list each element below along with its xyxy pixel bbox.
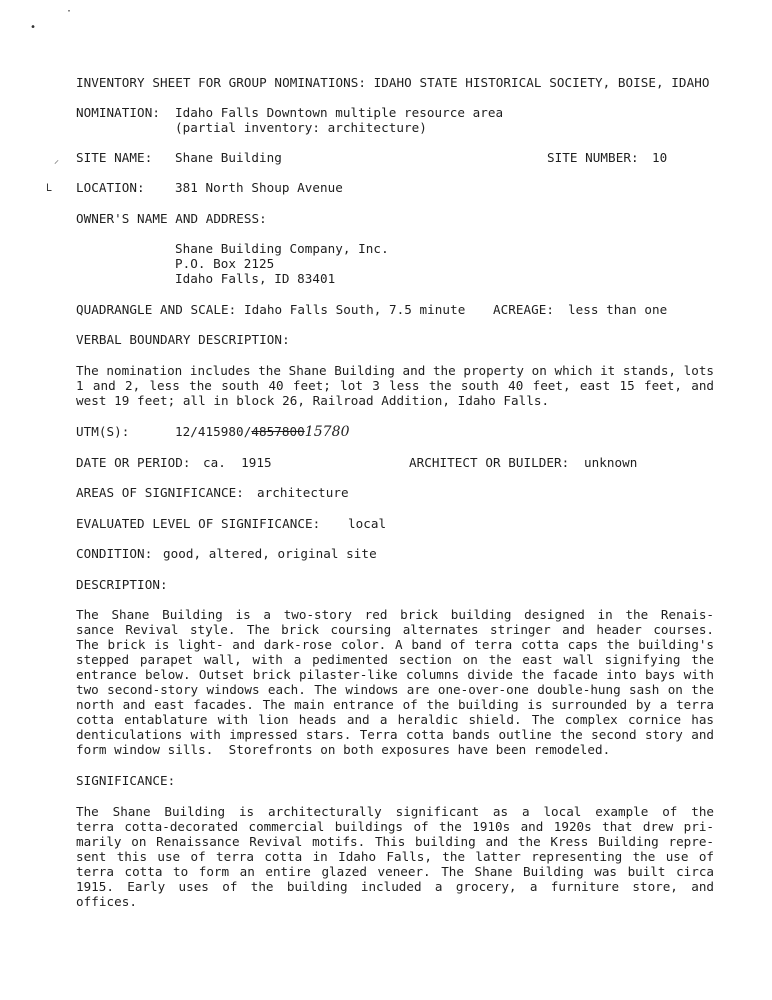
site-name-label: SITE NAME: bbox=[76, 150, 153, 165]
owner-label: OWNER'S NAME AND ADDRESS: bbox=[76, 211, 267, 226]
description-line: entrance below. Outset brick pilaster-like columns divide the facade into bays with bbox=[76, 667, 714, 682]
nomination-line-1: Idaho Falls Downtown multiple resource area bbox=[175, 105, 504, 120]
evaluated-value: local bbox=[348, 516, 387, 531]
boundary-line: 1 and 2, less the south 40 feet; lot 3 less the south 40 feet, east 15 feet, and bbox=[76, 378, 714, 393]
description-line: denticulations with impressed stars. Terra cotta bands outline the second story and bbox=[76, 727, 714, 742]
significance-line: terra cotta to form an entire glazed veneer. The Shane Building was built circa bbox=[76, 864, 714, 879]
significance-line: 1915. Early uses of the building included a grocery, a furniture store, and bbox=[76, 879, 714, 894]
location-label: LOCATION: bbox=[76, 180, 145, 195]
scan-mark: • bbox=[30, 22, 37, 33]
utm-struck: 4857800 bbox=[251, 424, 305, 439]
description-line: stepped parapet wall, with a pedimented section on the east wall signifying the bbox=[76, 652, 714, 667]
boundary-line: The nomination includes the Shane Building and the property on which it stands, lots bbox=[76, 363, 714, 378]
areas-label: AREAS OF SIGNIFICANCE: bbox=[76, 485, 244, 500]
description-line: The brick is light- and dark-rose color. A band of terra cotta caps the building's bbox=[76, 637, 714, 652]
location-value: 381 North Shoup Avenue bbox=[175, 180, 343, 195]
owner-line-3: Idaho Falls, ID 83401 bbox=[175, 271, 336, 286]
significance-line: offices. bbox=[76, 894, 138, 909]
description-line: The Shane Building is a two-story red brick building designed in the Renais- bbox=[76, 607, 714, 622]
site-name-value: Shane Building bbox=[175, 150, 282, 165]
quadrangle-label: QUADRANGLE AND SCALE: bbox=[76, 302, 237, 317]
architect-value: unknown bbox=[584, 455, 638, 470]
owner-line-1: Shane Building Company, Inc. bbox=[175, 241, 389, 256]
description-line: cotta entablature with lion heads and a heraldic shield. The complex cornice has bbox=[76, 712, 714, 727]
acreage-value: less than one bbox=[568, 302, 668, 317]
date-value: ca. 1915 bbox=[203, 455, 272, 470]
evaluated-label: EVALUATED LEVEL OF SIGNIFICANCE: bbox=[76, 516, 321, 531]
description-line: north and east facades. The main entrance of the building is surrounded by a terra bbox=[76, 697, 714, 712]
scan-mark: · bbox=[66, 6, 73, 17]
acreage-label: ACREAGE: bbox=[493, 302, 555, 317]
quadrangle-value: Idaho Falls South, 7.5 minute bbox=[244, 302, 466, 317]
nomination-line-2: (partial inventory: architecture) bbox=[175, 120, 427, 135]
date-label: DATE OR PERIOD: bbox=[76, 455, 191, 470]
boundary-label: VERBAL BOUNDARY DESCRIPTION: bbox=[76, 332, 290, 347]
significance-line: terra cotta-decorated commercial buildings of the 1910s and 1920s that drew pri- bbox=[76, 819, 714, 834]
utm-handwritten: 15780 bbox=[304, 424, 350, 440]
boundary-line: west 19 feet; all in block 26, Railroad Addition, Idaho Falls. bbox=[76, 393, 550, 408]
significance-label: SIGNIFICANCE: bbox=[76, 773, 176, 788]
site-number-label: SITE NUMBER: bbox=[547, 150, 639, 165]
check-mark: ᒪ bbox=[46, 183, 52, 194]
utm-label: UTM(S): bbox=[76, 424, 130, 439]
owner-line-2: P.O. Box 2125 bbox=[175, 256, 275, 271]
condition-value: good, altered, original site bbox=[163, 546, 377, 561]
description-line: two second-story windows each. The windows are one-over-one double-hung sash on the bbox=[76, 682, 714, 697]
areas-value: architecture bbox=[257, 485, 349, 500]
utm-value bbox=[175, 424, 350, 440]
condition-label: CONDITION: bbox=[76, 546, 153, 561]
description-line: form window sills. Storefronts on both exposures have been remodeled. bbox=[76, 742, 611, 757]
significance-line: The Shane Building is architecturally significant as a local example of the bbox=[76, 804, 714, 819]
description-label: DESCRIPTION: bbox=[76, 577, 168, 592]
architect-label: ARCHITECT OR BUILDER: bbox=[409, 455, 570, 470]
description-line: sance Revival style. The brick coursing alternates stringer and header courses. bbox=[76, 622, 714, 637]
significance-line: marily on Renaissance Revival motifs. This building and the Kress Building repre- bbox=[76, 834, 714, 849]
form-header: INVENTORY SHEET FOR GROUP NOMINATIONS: IDAHO STATE HISTORICAL SOCIETY, BOISE, IDAHO bbox=[76, 75, 710, 90]
check-mark: ⸝ bbox=[54, 155, 59, 166]
site-number-value: 10 bbox=[652, 150, 668, 165]
utm-typed: 12/415980/ bbox=[175, 424, 252, 439]
significance-line: sent this use of terra cotta in Idaho Falls, the latter representing the use of bbox=[76, 849, 714, 864]
nomination-label: NOMINATION: bbox=[76, 105, 160, 120]
